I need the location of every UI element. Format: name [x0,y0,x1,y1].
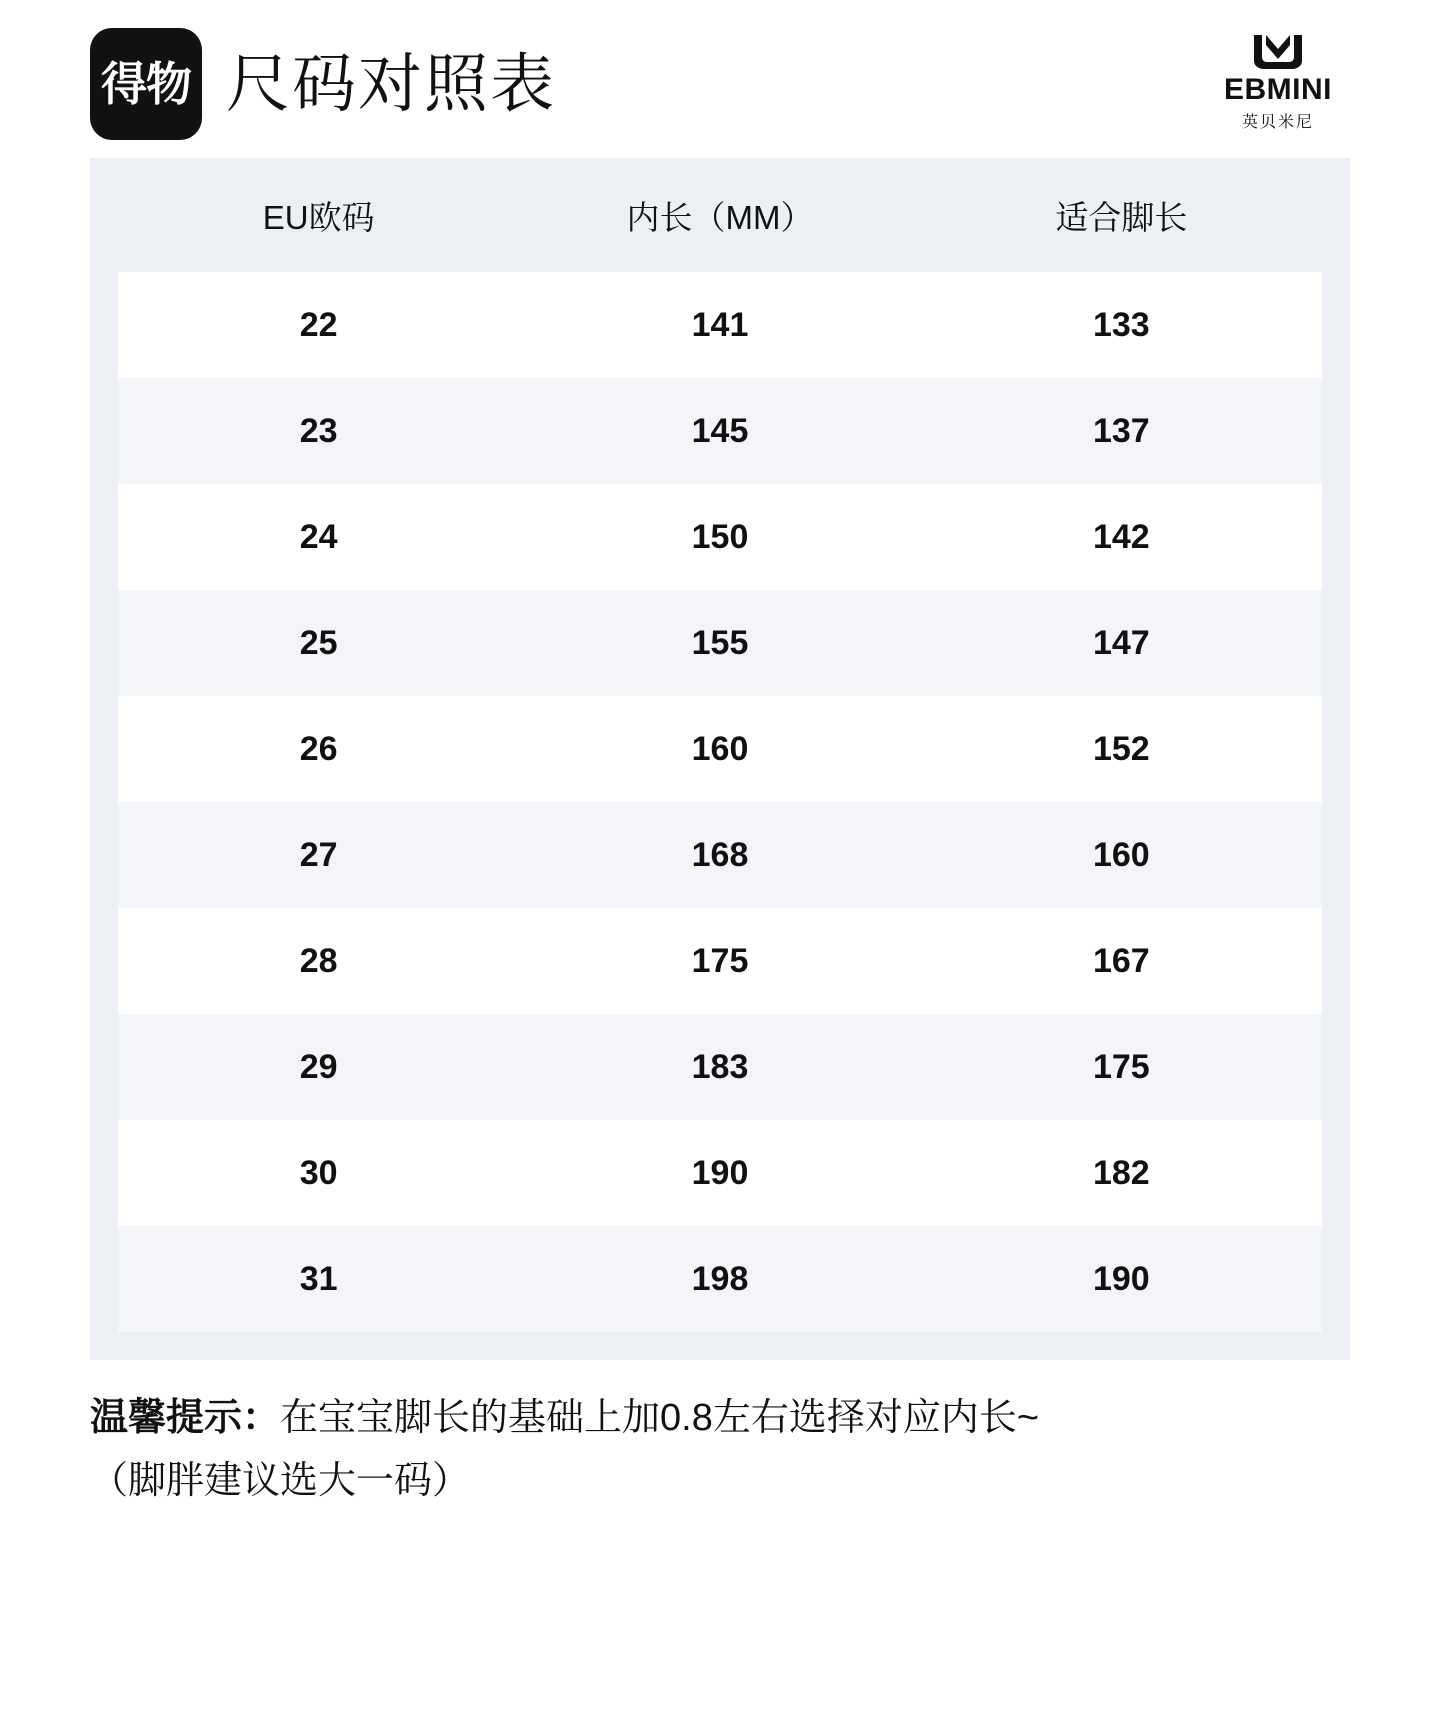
column-header-inner-length: 内长（MM） [626,198,814,236]
cell-foot-length: 137 [921,378,1322,484]
table-row [118,590,1322,696]
cell-inner-length: 145 [519,378,920,484]
size-table [118,158,1322,1332]
tips-note [90,1390,1350,1510]
cell-inner-length: 155 [519,590,920,696]
table-row [118,802,1322,908]
crown-icon [1250,31,1306,71]
cell-inner-length: 190 [519,1120,920,1226]
cell-foot-length: 147 [921,590,1322,696]
size-table-inner [90,158,1350,1360]
dewu-brand-badge-label: 得物 [101,58,191,110]
tips-line-1: 在宝宝脚长的基础上加0.8左右选择对应内长~ [280,1397,1040,1439]
cell-inner-length: 160 [519,696,920,802]
cell-foot-length: 167 [921,908,1322,1014]
cell-foot-length: 142 [921,484,1322,590]
column-header-foot-length: 适合脚长 [1055,198,1188,236]
tips-line-2: （脚胖建议选大一码） [90,1460,471,1502]
table-row [118,1120,1322,1226]
size-table-head [118,158,1322,272]
cell-inner-length: 183 [519,1014,920,1120]
cell-eu: 26 [118,696,519,802]
brand-logo-name: EBMINI [1224,72,1332,106]
cell-inner-length: 141 [519,272,920,378]
cell-eu: 31 [118,1226,519,1332]
cell-foot-length: 190 [921,1226,1322,1332]
size-table-body [118,272,1322,1332]
table-row [118,272,1322,378]
brand-logo [1224,31,1332,132]
cell-eu: 24 [118,484,519,590]
table-row [118,696,1322,802]
cell-foot-length: 182 [921,1120,1322,1226]
cell-eu: 27 [118,802,519,908]
table-row [118,1014,1322,1120]
table-header-row [118,158,1322,272]
tips-label: 温馨提示： [90,1397,281,1439]
table-row [118,908,1322,1014]
cell-foot-length: 152 [921,696,1322,802]
cell-inner-length: 168 [519,802,920,908]
cell-eu: 22 [118,272,519,378]
cell-eu: 29 [118,1014,519,1120]
cell-inner-length: 150 [519,484,920,590]
page-title: 尺码对照表 [226,48,556,120]
cell-eu: 25 [118,590,519,696]
size-table-container [90,158,1350,1360]
cell-eu: 30 [118,1120,519,1226]
cell-eu: 23 [118,378,519,484]
table-row [118,1226,1322,1332]
cell-inner-length: 175 [519,908,920,1014]
cell-inner-length: 198 [519,1226,920,1332]
page-header [90,0,1350,150]
cell-foot-length: 175 [921,1014,1322,1120]
column-header-eu: EU欧码 [262,198,375,236]
cell-eu: 28 [118,908,519,1014]
table-row [118,378,1322,484]
cell-foot-length: 160 [921,802,1322,908]
brand-logo-subname: 英贝米尼 [1241,113,1314,131]
cell-foot-length: 133 [921,272,1322,378]
table-row [118,484,1322,590]
dewu-brand-badge [90,28,202,140]
